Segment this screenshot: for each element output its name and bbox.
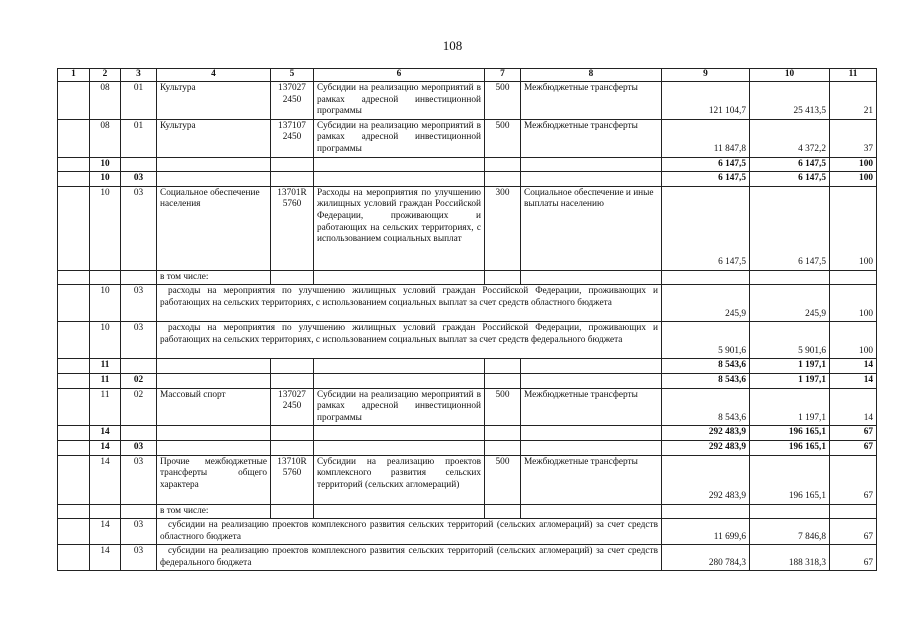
amount-planned: 292 483,9 <box>662 455 750 504</box>
subsection-code: 03 <box>121 285 157 322</box>
execution-percent: 67 <box>830 519 877 545</box>
target-article-part: 137027 <box>278 83 306 93</box>
execution-percent: 100 <box>830 172 877 187</box>
section-name: Социальное обеспечение населения <box>157 186 271 270</box>
expense-description: Субсидии на реализацию мероприятий в рамках адресной инвестиционной программы <box>314 119 485 157</box>
amount-planned: 8 543,6 <box>662 359 750 374</box>
execution-percent: 100 <box>830 186 877 270</box>
amount-planned: 245,9 <box>662 285 750 322</box>
col-header: 9 <box>662 69 750 82</box>
section-total-row <box>58 157 877 172</box>
table-row <box>58 455 877 504</box>
amount-executed: 6 147,5 <box>750 186 830 270</box>
expense-type-code: 500 <box>485 119 521 157</box>
target-article-part: 137027 <box>278 389 306 400</box>
execution-percent: 14 <box>830 373 877 388</box>
col-header: 3 <box>121 69 157 82</box>
amount-executed: 188 318,3 <box>750 545 830 571</box>
amount-planned: 6 147,5 <box>662 172 750 187</box>
table-row <box>58 519 877 545</box>
section-total-row <box>58 426 877 441</box>
section-code: 10 <box>90 157 121 172</box>
amount-planned: 292 483,9 <box>662 440 750 455</box>
col-header: 10 <box>750 69 830 82</box>
subsection-code: 03 <box>121 455 157 504</box>
amount-planned: 8 543,6 <box>662 373 750 388</box>
table-row <box>58 119 877 157</box>
col-header: 7 <box>485 69 521 82</box>
execution-percent: 100 <box>830 157 877 172</box>
amount-executed: 6 147,5 <box>750 157 830 172</box>
amount-executed: 1 197,1 <box>750 388 830 426</box>
section-code: 14 <box>90 426 121 441</box>
section-code: 14 <box>90 545 121 571</box>
including-label: в том числе: <box>157 270 271 285</box>
expense-type-code: 500 <box>485 82 521 120</box>
section-code: 08 <box>90 82 121 120</box>
subsection-code: 02 <box>121 388 157 426</box>
expense-detail-text: расходы на мероприятия по улучшению жилищных условий граждан Российской Федерации, проживающих и работающих на сельских территориях, с использованием социальных выплат за счет средств областного бюджета <box>157 285 662 322</box>
expense-description: Субсидии на реализацию мероприятий в рамках адресной инвестиционной программы <box>314 82 485 120</box>
including-row <box>58 270 877 285</box>
section-code: 11 <box>90 388 121 426</box>
expense-type-name: Межбюджетные трансферты <box>521 455 662 504</box>
amount-executed: 196 165,1 <box>750 455 830 504</box>
target-article-part: 13701R <box>277 187 307 198</box>
target-article-part: 5760 <box>282 468 302 479</box>
subsection-total-row <box>58 440 877 455</box>
amount-planned: 292 483,9 <box>662 426 750 441</box>
section-code: 08 <box>90 119 121 157</box>
col-header: 11 <box>830 69 877 82</box>
expense-type-name: Межбюджетные трансферты <box>521 388 662 426</box>
section-total-row <box>58 359 877 374</box>
amount-planned: 11 699,6 <box>662 519 750 545</box>
execution-percent: 67 <box>830 545 877 571</box>
execution-percent: 100 <box>830 322 877 359</box>
including-label: в том числе: <box>157 504 271 519</box>
table-row <box>58 285 877 322</box>
execution-percent: 67 <box>830 426 877 441</box>
execution-percent: 67 <box>830 455 877 504</box>
target-article-part: 2450 <box>282 401 302 412</box>
amount-planned: 5 901,6 <box>662 322 750 359</box>
table-row <box>58 388 877 426</box>
expense-type-code: 500 <box>485 455 521 504</box>
col-header: 2 <box>90 69 121 82</box>
section-code: 14 <box>90 519 121 545</box>
subsection-code: 03 <box>121 322 157 359</box>
col-header: 8 <box>521 69 662 82</box>
target-article <box>271 455 314 504</box>
col-header: 4 <box>157 69 271 82</box>
target-article <box>271 119 314 157</box>
amount-executed: 1 197,1 <box>750 359 830 374</box>
section-code: 10 <box>90 186 121 270</box>
amount-executed: 5 901,6 <box>750 322 830 359</box>
expense-type-name: Социальное обеспечение и иные выплаты населению <box>521 186 662 270</box>
table-row <box>58 186 877 270</box>
target-article <box>271 186 314 270</box>
subsection-total-row <box>58 172 877 187</box>
table-row <box>58 545 877 571</box>
expense-type-code: 500 <box>485 388 521 426</box>
amount-executed: 6 147,5 <box>750 172 830 187</box>
subsection-total-row <box>58 373 877 388</box>
subsection-code: 02 <box>121 373 157 388</box>
target-article-part: 2450 <box>282 94 302 105</box>
target-article-part: 137107 <box>278 120 306 131</box>
expense-type-name: Межбюджетные трансферты <box>521 119 662 157</box>
amount-planned: 11 847,8 <box>662 119 750 157</box>
table-row <box>58 322 877 359</box>
amount-executed: 196 165,1 <box>750 426 830 441</box>
header-row <box>58 69 877 82</box>
subsection-code: 03 <box>121 440 157 455</box>
including-row <box>58 504 877 519</box>
amount-executed: 25 413,5 <box>750 82 830 120</box>
expense-description: Расходы на мероприятия по улучшению жилищных условий граждан Российской Федерации, проживающих и работающих на сельских территориях, с использованием социальных выплат <box>314 186 485 270</box>
expense-detail-text: расходы на мероприятия по улучшению жилищных условий граждан Российской Федерации, проживающих и работающих на сельских территориях, с использованием социальных выплат за счет средств федерального бюджета <box>157 322 662 359</box>
amount-executed: 196 165,1 <box>750 440 830 455</box>
section-name: Массовый спорт <box>157 388 271 426</box>
subsection-code: 03 <box>121 172 157 187</box>
target-article-part: 13710R <box>277 456 307 467</box>
page-number: 108 <box>442 38 463 53</box>
section-code: 14 <box>90 440 121 455</box>
section-code: 11 <box>90 373 121 388</box>
section-name: Культура <box>157 119 271 157</box>
subsection-code: 03 <box>121 519 157 545</box>
section-code: 10 <box>90 322 121 359</box>
col-header: 6 <box>314 69 485 82</box>
subsection-code: 03 <box>121 186 157 270</box>
expense-type-name: Межбюджетные трансферты <box>521 82 662 120</box>
execution-percent: 37 <box>830 119 877 157</box>
section-name: Культура <box>157 82 271 120</box>
budget-table <box>57 68 877 571</box>
section-name: Прочие межбюджетные трансферты общего характера <box>157 455 271 504</box>
amount-planned: 280 784,3 <box>662 545 750 571</box>
execution-percent: 100 <box>830 285 877 322</box>
col-header: 5 <box>271 69 314 82</box>
col-header: 1 <box>58 69 90 82</box>
target-article-part: 5760 <box>282 199 302 210</box>
amount-planned: 121 104,7 <box>662 82 750 120</box>
target-article-part: 2450 <box>282 132 302 143</box>
expense-detail-text: субсидии на реализацию проектов комплексного развития сельских территорий (сельских агломераций) за счет средств областного бюджета <box>157 519 662 545</box>
expense-description: Субсидии на реализацию мероприятий в рамках адресной инвестиционной программы <box>314 388 485 426</box>
expense-description: Субсидии на реализацию проектов комплексного развития сельских территорий (сельских агломераций) <box>314 455 485 504</box>
execution-percent: 14 <box>830 359 877 374</box>
amount-executed: 1 197,1 <box>750 373 830 388</box>
subsection-code: 01 <box>121 82 157 120</box>
section-code: 14 <box>90 455 121 504</box>
subsection-code: 01 <box>121 119 157 157</box>
amount-executed: 4 372,2 <box>750 119 830 157</box>
table-row <box>58 82 877 120</box>
amount-planned: 8 543,6 <box>662 388 750 426</box>
amount-planned: 6 147,5 <box>662 157 750 172</box>
execution-percent: 14 <box>830 388 877 426</box>
section-code: 11 <box>90 359 121 374</box>
amount-planned: 6 147,5 <box>662 186 750 270</box>
section-code: 10 <box>90 172 121 187</box>
expense-detail-text: субсидии на реализацию проектов комплексного развития сельских территорий (сельских агломераций) за счет средств федерального бюджета <box>157 545 662 571</box>
target-article <box>271 82 314 120</box>
subsection-code: 03 <box>121 545 157 571</box>
amount-executed: 7 846,8 <box>750 519 830 545</box>
expense-type-code: 300 <box>485 186 521 270</box>
section-code: 10 <box>90 285 121 322</box>
execution-percent: 67 <box>830 440 877 455</box>
execution-percent: 21 <box>830 82 877 120</box>
amount-executed: 245,9 <box>750 285 830 322</box>
target-article <box>271 388 314 426</box>
